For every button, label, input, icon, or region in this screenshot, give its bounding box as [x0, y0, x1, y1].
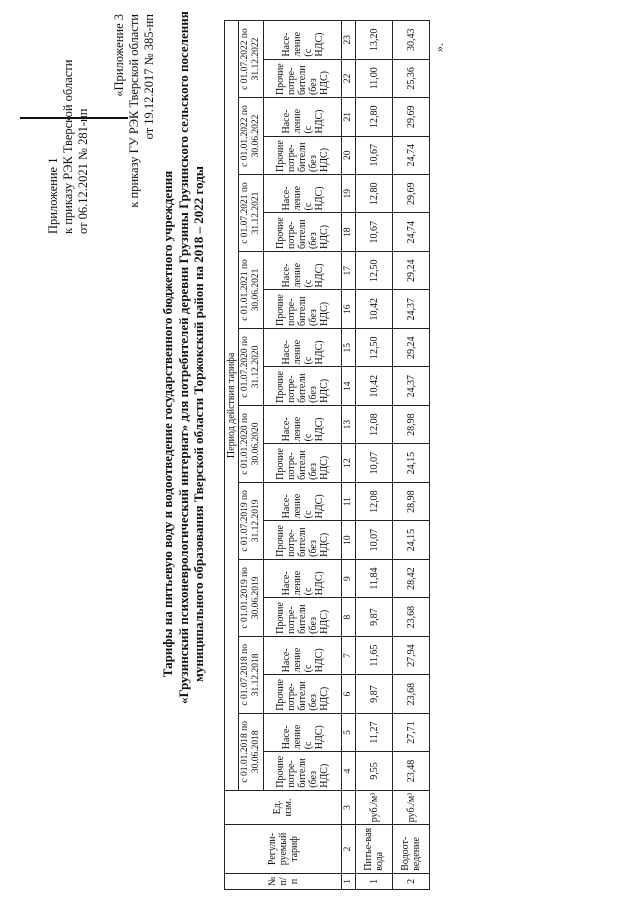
consumer-other-header: Прочие потре-бители (без НДС)	[264, 213, 342, 251]
column-number: 2	[342, 825, 356, 874]
tariff-value: 25,36	[393, 59, 430, 97]
appendix-3-block	[112, 14, 157, 254]
tariff-value: 11,65	[356, 636, 393, 674]
column-number: 4	[342, 752, 356, 790]
tariff-value: 28,42	[393, 559, 430, 597]
row-tariff-name: Питье-вая вода	[356, 825, 393, 874]
tariff-value: 10,07	[356, 521, 393, 559]
tariff-value: 12,50	[356, 328, 393, 366]
column-number: 11	[342, 482, 356, 520]
consumer-population-header: Насе-ление (с НДС)	[264, 636, 342, 674]
column-number: 1	[342, 873, 356, 889]
row-number: 2	[393, 873, 430, 889]
tariff-value: 29,69	[393, 98, 430, 136]
period-8: с 01.07.2021 по 31.12.2021	[239, 175, 264, 252]
consumer-other-header: Прочие потре-бители (без НДС)	[264, 752, 342, 790]
consumer-other-header: Прочие потре-бители (без НДС)	[264, 444, 342, 482]
appendix-3-date: от 19.12.2017 № 385-нп	[142, 14, 156, 140]
consumer-other-header: Прочие потре-бители (без НДС)	[264, 367, 342, 405]
appendix-3-title: «Приложение 3	[112, 14, 126, 97]
column-number: 19	[342, 175, 356, 213]
column-number: 18	[342, 213, 356, 251]
row-number: 1	[356, 873, 393, 889]
consumer-other-header: Прочие потре-бители (без НДС)	[264, 136, 342, 174]
tariff-value: 12,08	[356, 482, 393, 520]
tariff-value: 11,84	[356, 559, 393, 597]
tariff-value: 23,68	[393, 675, 430, 713]
column-number: 17	[342, 251, 356, 289]
title-line-2: «Грузинский психоневрологический интернат» для потребителей деревни Грузины Грузинского сельского поселения	[175, 11, 191, 704]
consumer-population-header: Насе-ление (с НДС)	[264, 328, 342, 366]
tariff-value: 10,42	[356, 367, 393, 405]
appendix-1-order: к приказу РЭК Тверской области	[61, 59, 75, 234]
period-1: с 01.01.2018 по 30.06.2018	[239, 713, 264, 790]
tariff-value: 23,48	[393, 752, 430, 790]
column-number: 23	[342, 21, 356, 60]
tariff-value: 10,07	[356, 444, 393, 482]
tariff-value: 24,74	[393, 136, 430, 174]
period-6: с 01.07.2020 по 31.12.2020	[239, 328, 264, 405]
header-unit: Ед. изм.	[225, 790, 342, 824]
appendix-3-order: к приказу ГУ РЭК Тверской области	[127, 14, 141, 208]
period-7: с 01.01.2021 по 30.06.2021	[239, 251, 264, 328]
tariff-value: 10,67	[356, 213, 393, 251]
column-number: 22	[342, 59, 356, 97]
tariff-value: 12,80	[356, 175, 393, 213]
tariff-value: 24,74	[393, 213, 430, 251]
row-tariff-name: Водоот-ведение	[393, 825, 430, 874]
consumer-population-header: Насе-ление (с НДС)	[264, 713, 342, 751]
consumer-other-header: Прочие потре-бители (без НДС)	[264, 675, 342, 713]
period-3: с 01.01.2019 по 30.06.2019	[239, 559, 264, 636]
tariff-value: 29,24	[393, 328, 430, 366]
column-number: 16	[342, 290, 356, 328]
tariff-value: 27,94	[393, 636, 430, 674]
column-number: 5	[342, 713, 356, 751]
column-number: 10	[342, 521, 356, 559]
consumer-other-header: Прочие потре-бители (без НДС)	[264, 59, 342, 97]
column-number: 20	[342, 136, 356, 174]
tariff-value: 13,20	[356, 21, 393, 60]
column-number: 7	[342, 636, 356, 674]
column-number: 12	[342, 444, 356, 482]
tariff-value: 11,27	[356, 713, 393, 751]
consumer-population-header: Насе-ление (с НДС)	[264, 559, 342, 597]
tariff-value: 11,00	[356, 59, 393, 97]
consumer-population-header: Насе-ление (с НДС)	[264, 21, 342, 60]
tariff-value: 28,98	[393, 405, 430, 443]
tariff-value: 10,42	[356, 290, 393, 328]
appendix-1-title: Приложение 1	[46, 157, 60, 234]
column-number: 9	[342, 559, 356, 597]
consumer-other-header: Прочие потре-бители (без НДС)	[264, 598, 342, 636]
period-2: с 01.07.2018 по 31.12.2018	[239, 636, 264, 713]
consumer-population-header: Насе-ление (с НДС)	[264, 175, 342, 213]
tariff-value: 24,37	[393, 290, 430, 328]
tariff-value: 28,98	[393, 482, 430, 520]
consumer-population-header: Насе-ление (с НДС)	[264, 482, 342, 520]
period-4: с 01.07.2019 по 31.12.2019	[239, 482, 264, 559]
tariff-value: 27,71	[393, 713, 430, 751]
tariff-value: 9,55	[356, 752, 393, 790]
row-unit: руб./м³	[356, 790, 393, 824]
table-row	[356, 21, 393, 890]
tariff-value: 9,87	[356, 598, 393, 636]
period-5: с 01.01.2020 по 30.06.2020	[239, 405, 264, 482]
appendix-1-block	[46, 14, 91, 234]
title-line-3: муниципального образования Тверской области Торжокский район на 2018 – 2022 годы	[191, 166, 206, 682]
tariff-value: 10,67	[356, 136, 393, 174]
closing-quote: ».	[432, 43, 446, 52]
column-number: 14	[342, 367, 356, 405]
appendix-1-date: от 06.12.2021 № 281-нп	[76, 108, 90, 234]
tariff-value: 9,87	[356, 675, 393, 713]
tariff-value: 29,24	[393, 251, 430, 289]
period-10: с 01.07.2022 по 31.12.2022	[239, 21, 264, 98]
consumer-population-header: Насе-ление (с НДС)	[264, 98, 342, 136]
column-number: 21	[342, 98, 356, 136]
consumer-other-header: Прочие потре-бители (без НДС)	[264, 521, 342, 559]
title-line-1: Тарифы на питьевую воду и водоотведение государственного бюджетного учреждения	[160, 170, 175, 678]
consumer-population-header: Насе-ление (с НДС)	[264, 405, 342, 443]
column-number: 15	[342, 328, 356, 366]
tariff-value: 24,15	[393, 444, 430, 482]
header-tariff: Регули-руемый тариф	[225, 825, 342, 874]
consumer-other-header: Прочие потре-бители (без НДС)	[264, 290, 342, 328]
tariff-table	[224, 20, 430, 890]
header-number: № п/п	[225, 873, 342, 889]
tariff-value: 30,43	[393, 21, 430, 60]
tariff-value: 29,69	[393, 175, 430, 213]
tariff-value: 24,15	[393, 521, 430, 559]
tariff-value: 24,37	[393, 367, 430, 405]
row-unit: руб./м³	[393, 790, 430, 824]
document-title	[160, 11, 207, 704]
tariff-value: 12,50	[356, 251, 393, 289]
tariff-value: 12,80	[356, 98, 393, 136]
consumer-population-header: Насе-ление (с НДС)	[264, 251, 342, 289]
column-number: 8	[342, 598, 356, 636]
column-number: 6	[342, 675, 356, 713]
header-period: Период действия тарифа	[225, 21, 239, 791]
tariff-value: 23,68	[393, 598, 430, 636]
column-number: 3	[342, 790, 356, 824]
tariff-value: 12,08	[356, 405, 393, 443]
table-row	[393, 21, 430, 890]
period-9: с 01.01.2022 по 30.06.2022	[239, 98, 264, 175]
column-number: 13	[342, 405, 356, 443]
